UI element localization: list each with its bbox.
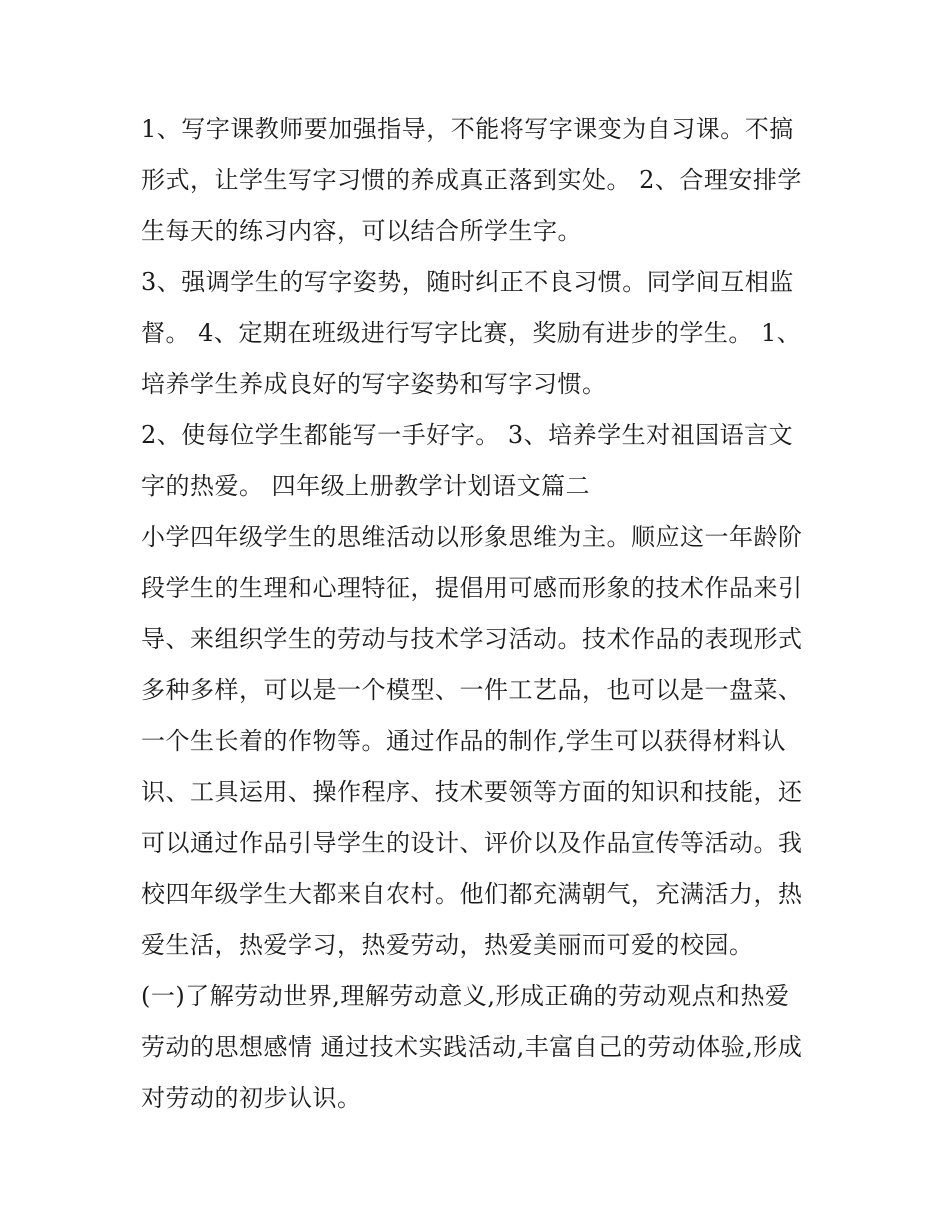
text-line: 导、来组织学生的劳动与技术学习活动。技术作品的表现形式 bbox=[141, 625, 803, 653]
text-line: 多种多样，可以是一个模型、一件工艺品，也可以是一盘菜、 bbox=[141, 676, 803, 704]
text-line: 劳动的思想感情 通过技术实践活动,丰富自己的劳动体验,形成 bbox=[141, 1033, 803, 1061]
text-line: 对劳动的初步认识。 bbox=[141, 1084, 362, 1112]
text-line: 段学生的生理和心理特征，提倡用可感而形象的技术作品来引 bbox=[141, 574, 803, 602]
text-line: 小学四年级学生的思维活动以形象思维为主。顺应这一年龄阶 bbox=[141, 523, 803, 551]
text-line: 一个生长着的作物等。通过作品的制作,学生可以获得材料认 bbox=[141, 727, 787, 755]
text-line: 校四年级学生大都来自农村。他们都充满朝气，充满活力，热 bbox=[141, 880, 803, 908]
text-line: 督。 4、定期在班级进行写字比赛，奖励有进步的学生。 1、 bbox=[141, 319, 802, 347]
text-line: 字的热爱。 四年级上册教学计划语文篇二 bbox=[141, 472, 591, 500]
text-line: 识、工具运用、操作程序、技术要领等方面的知识和技能，还 bbox=[141, 778, 803, 806]
text-line: 1、写字课教师要加强指导，不能将写字课变为自习课。不搞 bbox=[141, 115, 794, 143]
text-line: 培养学生养成良好的写字姿势和写字习惯。 bbox=[141, 370, 607, 398]
text-line: 形式，让学生写字习惯的养成真正落到实处。 2、合理安排学 bbox=[141, 166, 802, 194]
text-line: 爱生活，热爱学习，热爱劳动，热爱美丽而可爱的校园。 bbox=[141, 931, 754, 959]
text-line: (一)了解劳动世界,理解劳动意义,形成正确的劳动观点和热爱 bbox=[141, 982, 790, 1010]
text-line: 可以通过作品引导学生的设计、评价以及作品宣传等活动。我 bbox=[141, 829, 803, 857]
text-line: 生每天的练习内容，可以结合所学生字。 bbox=[141, 217, 582, 245]
document-body bbox=[141, 104, 821, 1124]
text-line: 3、强调学生的写字姿势，随时纠正不良习惯。同学间互相监 bbox=[141, 268, 794, 296]
text-line: 2、使每位学生都能写一手好字。 3、培养学生对祖国语言文 bbox=[141, 421, 794, 449]
